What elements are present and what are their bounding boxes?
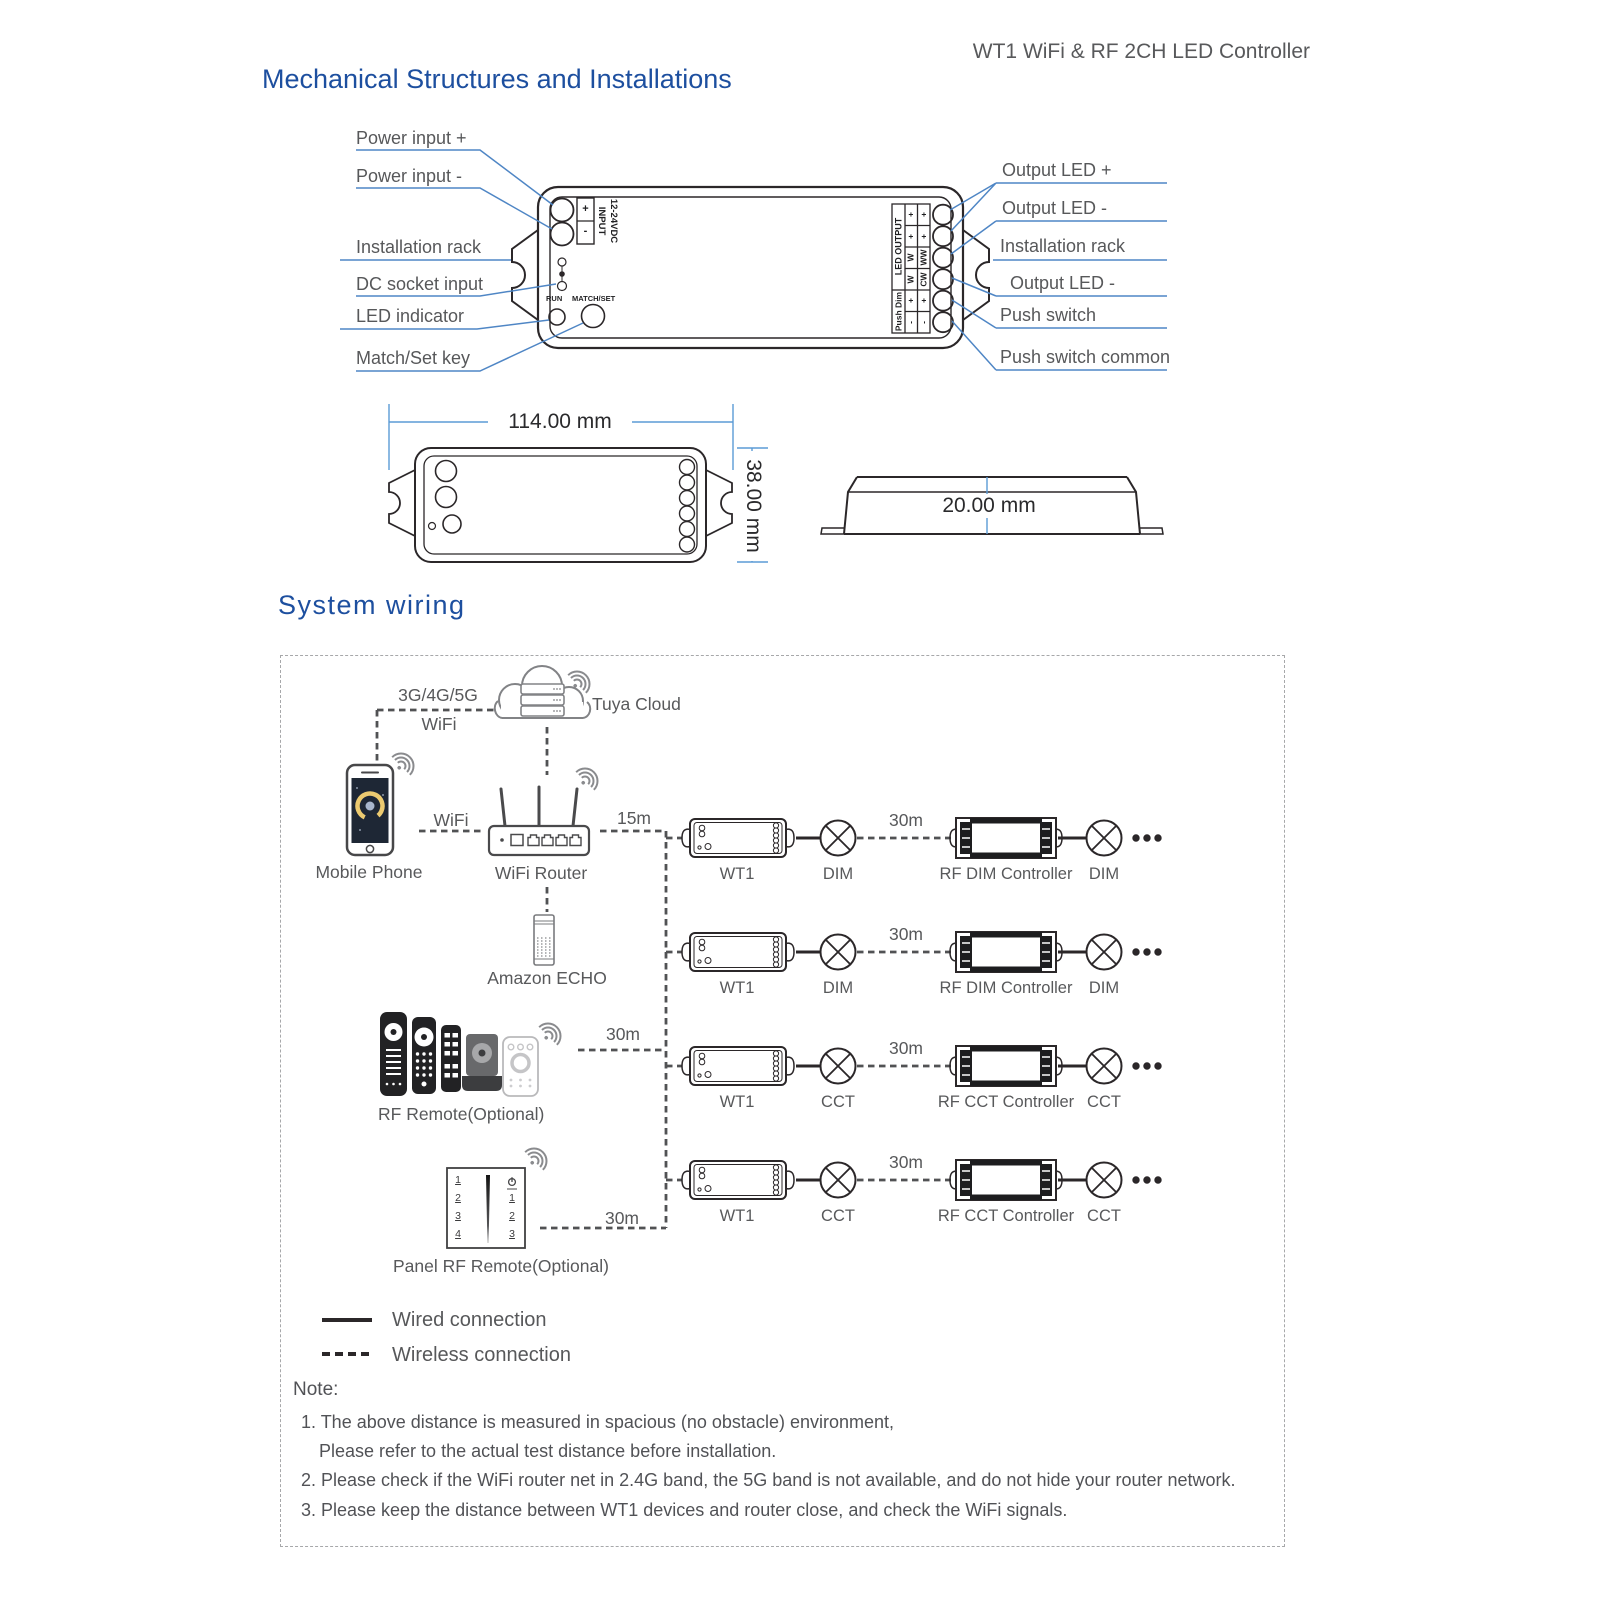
rf-remote-distance-label: 30m bbox=[605, 1024, 641, 1044]
callout-installation-rack-right: Installation rack bbox=[1000, 236, 1126, 256]
rf-controller-label: RF DIM Controller bbox=[939, 865, 1073, 883]
panel-rf-remote-label: Panel RF Remote(Optional) bbox=[393, 1256, 609, 1276]
installation-rack-left bbox=[512, 230, 538, 320]
device-front-view bbox=[389, 448, 732, 562]
callout-push-switch-common: Push switch common bbox=[1000, 347, 1171, 367]
lamp-label: DIM bbox=[822, 979, 854, 997]
match-set-label: MATCH/SET bbox=[572, 294, 616, 303]
run-led bbox=[549, 309, 565, 325]
panel-key: 3 bbox=[509, 1228, 515, 1240]
panel-key: 3 bbox=[455, 1210, 461, 1222]
installation-rack-right bbox=[963, 230, 989, 320]
distance-30m-label: 30m bbox=[888, 924, 924, 944]
tuya-cloud-label: Tuya Cloud bbox=[592, 694, 681, 714]
dimension-lines bbox=[389, 404, 987, 562]
terminal-cell: + bbox=[918, 298, 929, 303]
terminal-cell: + bbox=[905, 234, 916, 239]
panel-distance-label: 30m bbox=[604, 1208, 640, 1228]
terminal-cell: + bbox=[918, 212, 929, 217]
lamp-label: CCT bbox=[821, 1093, 855, 1111]
dc-socket-symbol bbox=[558, 258, 567, 291]
input-plus-mark: + bbox=[582, 203, 589, 215]
note-line: 3. Please keep the distance between WT1 devices and router close, and check the WiFi signals. bbox=[301, 1500, 1068, 1520]
callout-dc-socket-input: DC socket input bbox=[356, 274, 484, 294]
wt1-label: WT1 bbox=[719, 1207, 755, 1225]
callout-led-indicator: LED indicator bbox=[356, 306, 465, 326]
rf-controller-label: RF CCT Controller bbox=[937, 1093, 1075, 1111]
panel-key: 4 bbox=[455, 1228, 461, 1240]
lamp-label: DIM bbox=[1088, 865, 1120, 883]
terminal-cell: CW bbox=[918, 272, 929, 287]
input-label: INPUT bbox=[596, 206, 607, 236]
panel-key: 1 bbox=[509, 1192, 515, 1204]
callout-power-input-minus: Power input - bbox=[356, 166, 463, 186]
note-line: Please refer to the actual test distance before installation. bbox=[319, 1441, 777, 1461]
rf-remote-label: RF Remote(Optional) bbox=[378, 1104, 545, 1124]
amazon-echo-label: Amazon ECHO bbox=[487, 968, 607, 988]
callout-match-set-key: Match/Set key bbox=[356, 348, 471, 368]
section-title-mechanical: Mechanical Structures and Installations bbox=[262, 64, 732, 94]
callout-output-led-plus: Output LED + bbox=[1002, 160, 1112, 180]
callout-installation-rack-left: Installation rack bbox=[356, 237, 482, 257]
terminal-cell: - bbox=[918, 321, 929, 324]
terminal-screws bbox=[933, 205, 953, 333]
wt1-label: WT1 bbox=[719, 979, 755, 997]
panel-key: 2 bbox=[455, 1192, 461, 1204]
lamp-label: DIM bbox=[822, 865, 854, 883]
push-dim-label: Push Dim bbox=[893, 291, 904, 332]
panel-key: 2 bbox=[509, 1210, 515, 1222]
dimension-height: 38.00 mm bbox=[741, 451, 765, 561]
lamp-label: CCT bbox=[1087, 1093, 1121, 1111]
lamp-label: CCT bbox=[1087, 1207, 1121, 1225]
terminal-cell: - bbox=[905, 321, 916, 324]
run-label: RUN bbox=[546, 294, 563, 303]
callout-push-switch: Push switch bbox=[1000, 305, 1097, 325]
input-minus-mark: - bbox=[583, 225, 588, 237]
terminal-cell: W bbox=[905, 253, 916, 262]
cloud-link-label-top: 3G/4G/5G bbox=[398, 685, 478, 705]
legend-wireless-label: Wireless connection bbox=[392, 1344, 571, 1366]
legend-wired-label: Wired connection bbox=[392, 1309, 547, 1331]
distance-30m-label: 30m bbox=[888, 1038, 924, 1058]
terminal-cell: + bbox=[905, 212, 916, 217]
note-title: Note: bbox=[293, 1379, 339, 1400]
wt1-label: WT1 bbox=[719, 865, 755, 883]
distance-30m-label: 30m bbox=[888, 810, 924, 830]
cloud-link-label-bottom: WiFi bbox=[421, 714, 457, 734]
dimension-depth: 20.00 mm bbox=[919, 494, 1059, 518]
lamp-label: CCT bbox=[821, 1207, 855, 1225]
section-title-wiring: System wiring bbox=[278, 590, 466, 620]
callout-power-input-plus: Power input + bbox=[356, 128, 467, 148]
terminal-cell: WW bbox=[918, 249, 929, 266]
mobile-phone-label: Mobile Phone bbox=[315, 862, 423, 882]
panel-key: 1 bbox=[455, 1174, 461, 1186]
distance-15m-label: 15m bbox=[616, 808, 652, 828]
rf-controller-label: RF DIM Controller bbox=[939, 979, 1073, 997]
lamp-label: DIM bbox=[1088, 979, 1120, 997]
input-voltage-label: 12-24VDC bbox=[608, 198, 619, 244]
callout-output-led-minus-2: Output LED - bbox=[1010, 273, 1116, 293]
terminal-cell: W bbox=[905, 275, 916, 284]
note-line: 2. Please check if the WiFi router net in 2.4G band, the 5G band is not available, and do not hide your router network. bbox=[301, 1470, 1236, 1490]
note-line: 1. The above distance is measured in spacious (no obstacle) environment, bbox=[301, 1412, 894, 1432]
wifi-router-label: WiFi Router bbox=[494, 863, 588, 883]
led-output-label: LED OUTPUT bbox=[893, 217, 904, 276]
match-set-button bbox=[582, 305, 605, 328]
distance-30m-label: 30m bbox=[888, 1152, 924, 1172]
rf-controller-label: RF CCT Controller bbox=[937, 1207, 1075, 1225]
page-title: WT1 WiFi & RF 2CH LED Controller bbox=[972, 40, 1310, 63]
wifi-link-label: WiFi bbox=[433, 810, 469, 830]
dimension-width: 114.00 mm bbox=[488, 410, 632, 434]
terminal-cell: + bbox=[918, 234, 929, 239]
terminal-cell: + bbox=[905, 298, 916, 303]
wt1-label: WT1 bbox=[719, 1093, 755, 1111]
callout-output-led-minus-1: Output LED - bbox=[1002, 198, 1108, 218]
